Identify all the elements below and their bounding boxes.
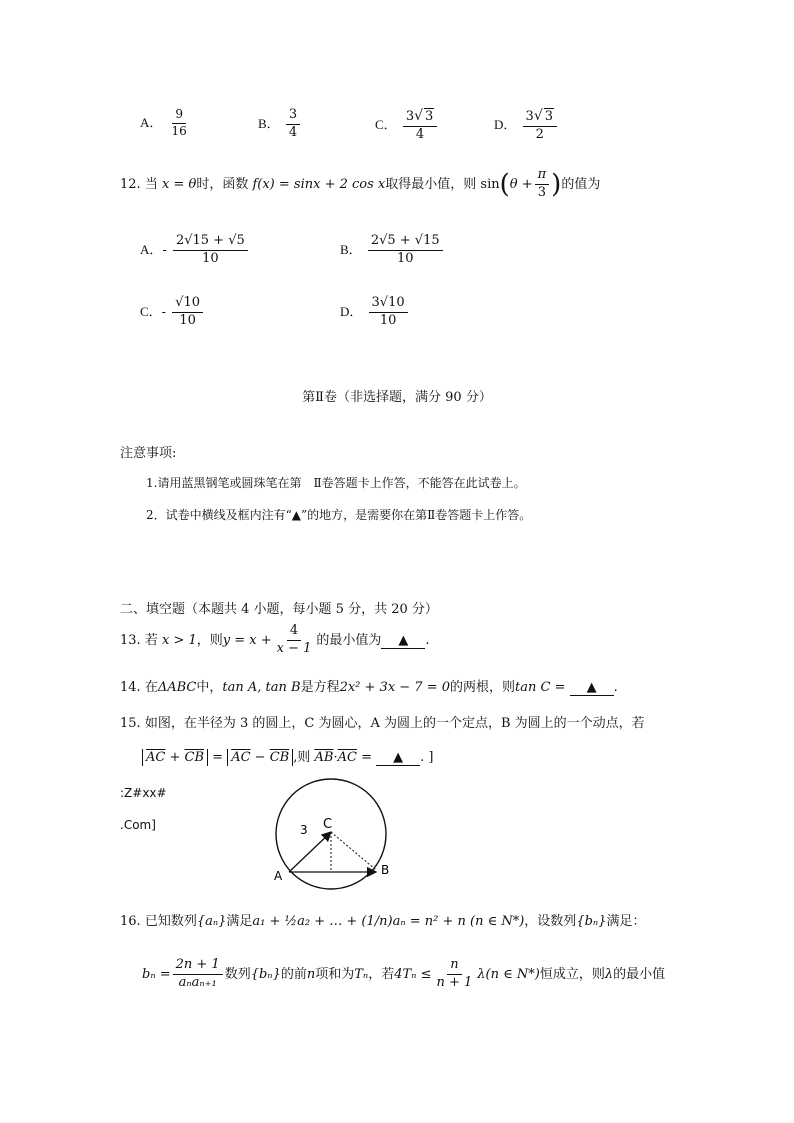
question-number: 15.: [120, 716, 141, 731]
fraction: [274, 624, 315, 657]
fraction: [523, 108, 557, 143]
stem-text: 满足：: [606, 914, 646, 929]
stem-text: 若: [144, 632, 158, 648]
stem-text: .: [425, 632, 430, 648]
coefficient: 3: [405, 109, 415, 124]
stem-text: 满足: [226, 914, 253, 929]
vector: $\overline{AC}$: [337, 750, 357, 765]
stem-text: 中，: [196, 680, 223, 695]
math-tn: Tₙ: [354, 966, 369, 982]
option-label: B．: [340, 241, 362, 257]
question-number: 12.: [120, 176, 141, 192]
notice-1: 1.请用蓝黑钢笔或圆珠笔在第 Ⅱ卷答题卡上作答，不能答在此试卷上。: [146, 476, 526, 490]
answer-blank: ▲: [376, 750, 420, 766]
denominator: n + 1: [436, 974, 473, 990]
denominator: 16: [171, 123, 187, 138]
denominator: aₙaₙ₊₁: [178, 974, 217, 990]
q15-line1: [120, 712, 645, 731]
abs-right: $\overline{AC} - \overline{CB}$: [227, 749, 293, 766]
fraction: [172, 296, 203, 329]
label-b: B: [381, 863, 390, 877]
coefficient: 3: [525, 109, 534, 124]
q11-option-a: [140, 108, 192, 139]
dot: ·: [333, 750, 338, 765]
q11-option-c: [375, 108, 439, 143]
math-lambda-cond: λ(n ∈ N*): [477, 966, 540, 982]
vector: $\overline{CB}$: [184, 750, 205, 765]
option-label: A．: [140, 114, 163, 130]
q11-option-b: [258, 108, 302, 141]
section2-title: 二、填空题（本题共 4 小题，每小题 5 分，共 20 分）: [120, 602, 438, 617]
radicand: 3: [544, 109, 554, 124]
fraction: [433, 958, 475, 991]
option-label: D．: [494, 116, 517, 132]
radical-sign: √: [414, 108, 424, 124]
question-number: 16.: [120, 914, 141, 929]
q12-option-a: [140, 234, 250, 267]
question-number: 13.: [120, 632, 141, 648]
option-label: C．: [140, 303, 162, 319]
side-note-1: :Z#xx#: [120, 786, 167, 800]
stem-text: ，若: [368, 966, 395, 982]
fraction: [173, 234, 248, 267]
option-label: B．: [258, 115, 280, 131]
stem-text: ，则: [196, 632, 223, 648]
stem-text: 的最小值为: [316, 632, 382, 648]
q11-option-d: [494, 108, 559, 143]
q12-option-c: [140, 296, 205, 329]
answer-blank: ▲: [570, 680, 614, 696]
abs-left: $\overline{AC} + \overline{CB}$: [142, 749, 208, 766]
fraction: [169, 108, 190, 139]
option-label: A．: [140, 241, 163, 257]
denominator: 10: [396, 250, 414, 266]
math-theta: θ +: [509, 176, 533, 192]
denominator: 10: [379, 312, 397, 328]
vector: $\overline{AC}$: [146, 750, 166, 765]
stem-text: 的值为: [561, 176, 601, 192]
math-lambda: λ: [604, 966, 614, 982]
vector: $\overline{AB}$: [314, 750, 334, 765]
math-sin: sin: [480, 176, 500, 192]
sign: -: [161, 304, 167, 320]
q13: [120, 624, 430, 657]
numerator: 2n + 1: [173, 958, 223, 975]
q16-line2: [142, 958, 665, 991]
q12-option-b: [340, 234, 445, 267]
math-sequence: {bₙ}: [250, 966, 281, 982]
math-expression: y = x +: [222, 632, 272, 648]
dotted-cb: [331, 832, 376, 870]
stem-text: 的两根，则: [450, 680, 516, 695]
stem-text: ，设数列: [524, 914, 577, 929]
q14: [120, 676, 618, 696]
math-inequality: 4Tₙ ≤: [394, 966, 432, 982]
numerator: [403, 108, 437, 127]
fraction: [403, 108, 437, 143]
paren-right: ): [551, 169, 562, 200]
denominator: x − 1: [276, 640, 312, 656]
math-tan-c: tan C =: [515, 680, 566, 695]
math-tan: tan A, tan B: [222, 680, 301, 695]
stem-text: 数列: [224, 966, 251, 982]
question-number: 14.: [120, 680, 141, 695]
vector: $\overline{CB}$: [269, 750, 290, 765]
vector-ac: [289, 832, 331, 872]
notice-title: 注意事项:: [120, 446, 177, 461]
label-c: C: [323, 817, 333, 832]
denominator: 4: [415, 126, 425, 142]
stem-text: 取得最小值，则: [385, 176, 477, 192]
numerator: 9: [172, 108, 186, 124]
math-condition: x = θ: [161, 176, 197, 192]
equals: =: [361, 750, 372, 765]
option-label: C．: [375, 116, 397, 132]
stem-text: 项和为: [315, 966, 355, 982]
stem-text: 如图，在半径为 3 的圆上，C 为圆心，A 为圆上的一个定点，B 为圆上的一个动点，若: [144, 716, 645, 731]
denominator: 4: [288, 124, 298, 140]
fraction: [368, 234, 443, 267]
q12-stem: [120, 168, 600, 201]
numerator: 2√5 + √15: [368, 234, 443, 251]
fraction: [535, 168, 550, 201]
denominator: 10: [202, 250, 219, 266]
stem-text: 当: [144, 176, 158, 192]
label-radius: 3: [300, 823, 308, 837]
fraction: [286, 108, 300, 141]
denominator: 3: [537, 184, 547, 200]
fraction: [173, 958, 223, 991]
numerator: 3: [286, 108, 300, 125]
numerator: π: [535, 168, 550, 185]
math-sequence: {bₙ}: [576, 914, 607, 929]
notice-2: 2．试卷中横线及框内注有“▲”的地方，是需要你在第Ⅱ卷答题卡上作答。: [146, 508, 532, 522]
numerator: n: [447, 958, 461, 975]
paren-left: (: [499, 169, 510, 200]
math-sequence: {aₙ}: [196, 914, 227, 929]
math-function: f(x) = sinx + 2 cos x: [252, 176, 386, 192]
option-label: D．: [340, 303, 363, 319]
math-b-def: bₙ =: [142, 966, 171, 982]
numerator: 2√15 + √5: [173, 234, 248, 251]
vector: $\overline{AC}$: [231, 750, 251, 765]
label-a: A: [274, 869, 283, 883]
fraction: [369, 296, 408, 329]
stem-text: 的前: [280, 966, 307, 982]
denominator: 2: [535, 126, 544, 142]
math-condition: x > 1: [161, 632, 197, 648]
numerator: 3√10: [369, 296, 408, 313]
numerator: √10: [172, 296, 203, 313]
stem-text: . ]: [420, 750, 434, 765]
stem-text: 已知数列: [144, 914, 197, 929]
q15-line2: $\overline{AC} + \overline{CB} = \overline{AC} - \overline{CB}$ ,则 $\overline{AB}\cdot\overline{AC}$ = ▲ . ]: [142, 746, 433, 766]
numerator: 4: [287, 624, 301, 641]
stem-text: .: [613, 680, 618, 695]
math-sum: a₁ + ½a₂ + … + (1/n)aₙ = n² + n (n ∈ N*): [252, 914, 525, 929]
radical-sign: √: [533, 108, 543, 124]
stem-text: 在: [144, 680, 158, 695]
q16-line1: [120, 910, 645, 929]
numerator: [523, 108, 557, 127]
stem-text: 的最小值: [613, 966, 666, 982]
math-n: n: [306, 966, 316, 982]
part2-title: 第Ⅱ卷（非选择题，满分 90 分）: [302, 390, 492, 405]
answer-blank: ▲: [381, 633, 425, 649]
stem-text: 是方程: [300, 680, 340, 695]
math-equation: 2x² + 3x − 7 = 0: [339, 680, 451, 695]
radicand: 3: [425, 109, 434, 124]
sign: -: [162, 242, 167, 258]
math-triangle: ΔABC: [157, 680, 197, 695]
circle-diagram: [270, 770, 420, 900]
q12-option-d: [340, 296, 410, 329]
denominator: 10: [179, 312, 196, 328]
stem-text: 恒成立，则: [539, 966, 605, 982]
stem-text: 时，函数: [196, 176, 249, 192]
stem-text: ,则: [293, 750, 311, 765]
side-note-2: .Com]: [120, 818, 156, 832]
